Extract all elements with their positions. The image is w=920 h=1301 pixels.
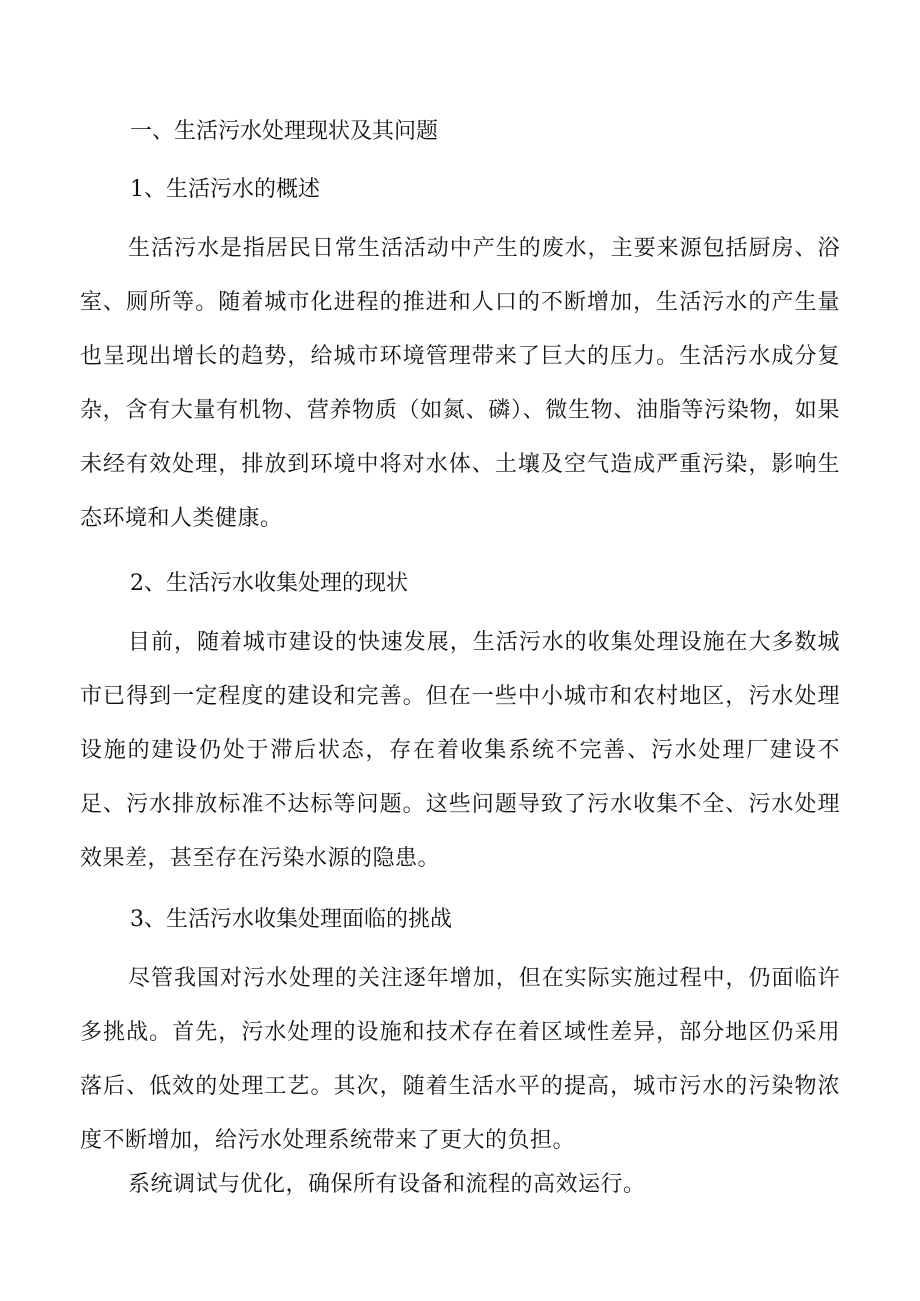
subsection-body-3: 尽管我国对污水处理的关注逐年增加，但在实际实施过程中，仍面临许多挑战。首先，污水处理的设施和技术存在着区域性差异，部分地区仍采用落后、低效的处理工艺。其次，随着生活水平的提高，城市污水的污染物浓度不断增加，给污水处理系统带来了更大的负担。: [80, 966, 840, 1153]
section-title: 一、生活污水处理现状及其问题: [130, 119, 439, 144]
subsection-body-1: 生活污水是指居民日常生活活动中产生的废水，主要来源包括厨房、浴室、厕所等。随着城市化进程的推进和人口的不断增加，生活污水的产生量也呈现出增长的趋势，给城市环境管理带来了巨大的压力。生活污水成分复杂，含有大量有机物、营养物质（如氮、磷）、微生物、油脂等污染物，如果未经有效处理，排放到环境中将对水体、土壤及空气造成严重污染，影响生态环境和人类健康。: [80, 236, 840, 531]
subsection-heading-3: 3、生活污水收集处理面临的挑战: [130, 907, 452, 932]
closing-line: 系统调试与优化，确保所有设备和流程的高效运行。: [128, 1172, 646, 1197]
subsection-heading-1: 1、生活污水的概述: [130, 177, 320, 202]
subsection-heading-2: 2、生活污水收集处理的现状: [130, 571, 408, 596]
subsection-body-2: 目前，随着城市建设的快速发展，生活污水的收集处理设施在大多数城市已得到一定程度的建设和完善。但在一些中小城市和农村地区，污水处理设施的建设仍处于滞后状态，存在着收集系统不完善、污水处理厂建设不足、污水排放标准不达标等问题。这些问题导致了污水收集不全、污水处理效果差，甚至存在污染水源的隐患。: [80, 630, 840, 871]
